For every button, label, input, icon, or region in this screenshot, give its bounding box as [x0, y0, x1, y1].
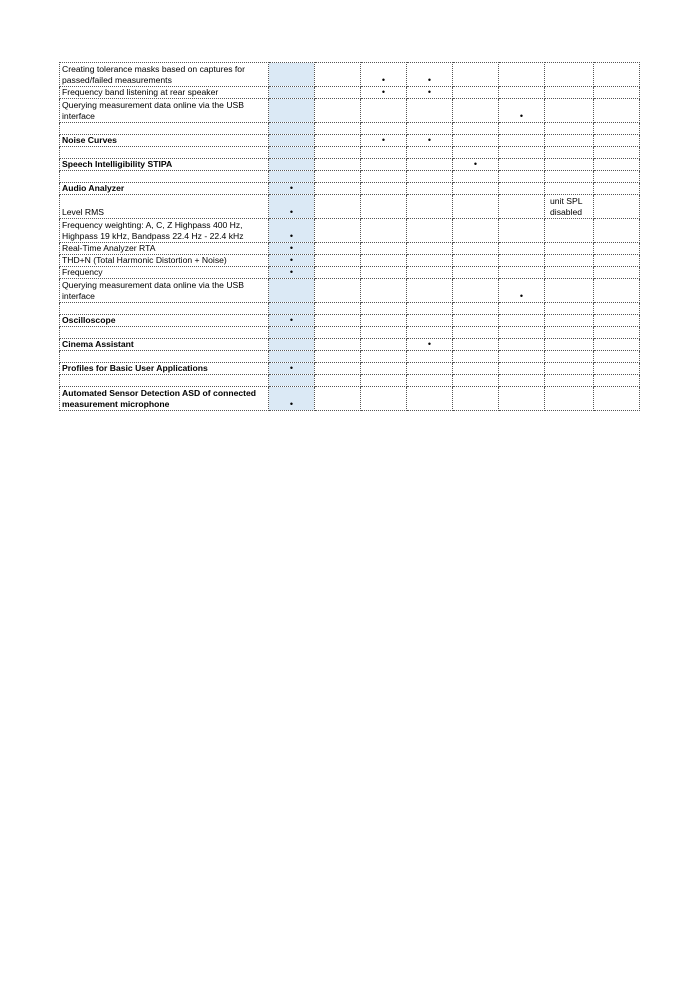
supported-dot: • — [269, 387, 315, 411]
empty-cell — [407, 315, 453, 327]
empty-cell — [407, 219, 453, 243]
table-row — [60, 63, 640, 87]
supported-dot: • — [269, 219, 315, 243]
table-row — [60, 327, 640, 339]
feature-table-body — [60, 63, 640, 411]
empty-cell — [453, 363, 499, 375]
supported-dot: • — [453, 159, 499, 171]
empty-cell — [315, 159, 361, 171]
empty-cell — [499, 303, 545, 315]
empty-cell — [545, 63, 594, 87]
empty-cell — [545, 159, 594, 171]
table-row — [60, 171, 640, 183]
empty-cell — [453, 339, 499, 351]
supported-dot: • — [269, 183, 315, 195]
empty-cell — [315, 195, 361, 219]
supported-dot: • — [407, 87, 453, 99]
empty-cell — [407, 375, 453, 387]
empty-cell — [407, 363, 453, 375]
empty-cell — [545, 303, 594, 315]
table-row — [60, 159, 640, 171]
empty-cell — [407, 183, 453, 195]
empty-cell — [499, 375, 545, 387]
table-row — [60, 183, 640, 195]
supported-dot: • — [407, 63, 453, 87]
empty-cell — [545, 279, 594, 303]
empty-cell — [545, 183, 594, 195]
feature-label — [60, 375, 269, 387]
empty-cell — [315, 351, 361, 363]
empty-cell — [594, 63, 640, 87]
section-heading: Speech Intelligibility STIPA — [60, 159, 269, 171]
table-row — [60, 363, 640, 375]
empty-cell — [594, 195, 640, 219]
supported-dot: • — [361, 135, 407, 147]
empty-cell — [315, 135, 361, 147]
empty-cell — [594, 351, 640, 363]
empty-cell — [453, 99, 499, 123]
empty-cell — [499, 315, 545, 327]
empty-cell — [315, 87, 361, 99]
empty-cell — [499, 171, 545, 183]
empty-cell — [315, 267, 361, 279]
empty-cell — [545, 363, 594, 375]
empty-cell — [545, 267, 594, 279]
section-heading: Cinema Assistant — [60, 339, 269, 351]
empty-cell — [269, 87, 315, 99]
table-row — [60, 267, 640, 279]
empty-cell — [453, 279, 499, 303]
empty-cell — [594, 315, 640, 327]
empty-cell — [407, 279, 453, 303]
empty-cell — [315, 327, 361, 339]
empty-cell — [545, 315, 594, 327]
empty-cell — [361, 339, 407, 351]
empty-cell — [453, 195, 499, 219]
empty-cell — [594, 147, 640, 159]
feature-label — [60, 171, 269, 183]
empty-cell — [361, 363, 407, 375]
empty-cell — [453, 255, 499, 267]
feature-label: Real-Time Analyzer RTA — [60, 243, 269, 255]
table-row — [60, 147, 640, 159]
empty-cell — [407, 255, 453, 267]
empty-cell — [361, 315, 407, 327]
empty-cell — [269, 135, 315, 147]
empty-cell — [361, 147, 407, 159]
empty-cell — [594, 99, 640, 123]
empty-cell — [453, 387, 499, 411]
empty-cell — [407, 243, 453, 255]
empty-cell — [499, 243, 545, 255]
empty-cell — [361, 219, 407, 243]
empty-cell — [499, 183, 545, 195]
empty-cell — [361, 375, 407, 387]
feature-label — [60, 351, 269, 363]
section-heading: Profiles for Basic User Applications — [60, 363, 269, 375]
table-row — [60, 195, 640, 219]
empty-cell — [453, 315, 499, 327]
empty-cell — [315, 255, 361, 267]
feature-table-wrapper — [59, 62, 640, 411]
empty-cell — [594, 303, 640, 315]
table-row — [60, 219, 640, 243]
empty-cell — [315, 303, 361, 315]
empty-cell — [453, 63, 499, 87]
empty-cell — [361, 243, 407, 255]
empty-cell — [453, 219, 499, 243]
empty-cell — [594, 255, 640, 267]
feature-label: Querying measurement data online via the USB interface — [60, 279, 269, 303]
supported-dot: • — [269, 267, 315, 279]
empty-cell — [594, 363, 640, 375]
empty-cell — [594, 279, 640, 303]
empty-cell — [499, 255, 545, 267]
empty-cell — [545, 219, 594, 243]
supported-dot: • — [407, 135, 453, 147]
table-row — [60, 123, 640, 135]
empty-cell — [545, 351, 594, 363]
empty-cell — [453, 375, 499, 387]
empty-cell — [361, 327, 407, 339]
supported-dot: • — [269, 315, 315, 327]
empty-cell — [361, 183, 407, 195]
empty-cell — [453, 243, 499, 255]
empty-cell — [407, 267, 453, 279]
empty-cell — [269, 63, 315, 87]
empty-cell — [545, 147, 594, 159]
feature-label: Querying measurement data online via the USB interface — [60, 99, 269, 123]
supported-dot: • — [499, 99, 545, 123]
empty-cell — [269, 339, 315, 351]
supported-dot: • — [269, 255, 315, 267]
empty-cell — [453, 327, 499, 339]
empty-cell — [594, 267, 640, 279]
empty-cell — [361, 255, 407, 267]
feature-label: Creating tolerance masks based on captures for passed/failed measurements — [60, 63, 269, 87]
empty-cell — [269, 99, 315, 123]
feature-label — [60, 327, 269, 339]
cell-note: unit SPL disabled — [545, 195, 594, 219]
empty-cell — [269, 171, 315, 183]
empty-cell — [594, 159, 640, 171]
empty-cell — [499, 135, 545, 147]
empty-cell — [499, 123, 545, 135]
empty-cell — [594, 327, 640, 339]
empty-cell — [407, 327, 453, 339]
empty-cell — [361, 195, 407, 219]
empty-cell — [594, 123, 640, 135]
empty-cell — [361, 303, 407, 315]
empty-cell — [499, 387, 545, 411]
feature-comparison-table — [59, 62, 640, 411]
empty-cell — [499, 195, 545, 219]
empty-cell — [361, 171, 407, 183]
empty-cell — [594, 135, 640, 147]
table-row — [60, 339, 640, 351]
empty-cell — [499, 219, 545, 243]
empty-cell — [453, 267, 499, 279]
table-row — [60, 87, 640, 99]
empty-cell — [407, 159, 453, 171]
empty-cell — [269, 351, 315, 363]
empty-cell — [315, 375, 361, 387]
empty-cell — [315, 363, 361, 375]
empty-cell — [545, 99, 594, 123]
empty-cell — [315, 171, 361, 183]
empty-cell — [361, 351, 407, 363]
table-row — [60, 279, 640, 303]
empty-cell — [315, 315, 361, 327]
empty-cell — [407, 195, 453, 219]
empty-cell — [545, 327, 594, 339]
section-heading: Audio Analyzer — [60, 183, 269, 195]
empty-cell — [453, 123, 499, 135]
empty-cell — [545, 171, 594, 183]
feature-label — [60, 147, 269, 159]
supported-dot: • — [269, 363, 315, 375]
empty-cell — [453, 171, 499, 183]
empty-cell — [594, 339, 640, 351]
feature-label — [60, 303, 269, 315]
empty-cell — [453, 183, 499, 195]
empty-cell — [269, 303, 315, 315]
empty-cell — [315, 279, 361, 303]
section-heading: Automated Sensor Detection ASD of connected measurement microphone — [60, 387, 269, 411]
empty-cell — [361, 387, 407, 411]
empty-cell — [499, 327, 545, 339]
empty-cell — [315, 183, 361, 195]
supported-dot: • — [361, 87, 407, 99]
empty-cell — [361, 159, 407, 171]
empty-cell — [499, 63, 545, 87]
empty-cell — [499, 267, 545, 279]
empty-cell — [545, 339, 594, 351]
empty-cell — [499, 159, 545, 171]
empty-cell — [315, 123, 361, 135]
empty-cell — [315, 99, 361, 123]
empty-cell — [545, 375, 594, 387]
empty-cell — [361, 267, 407, 279]
table-row — [60, 99, 640, 123]
empty-cell — [453, 303, 499, 315]
table-row — [60, 303, 640, 315]
feature-label — [60, 123, 269, 135]
table-row — [60, 315, 640, 327]
empty-cell — [594, 87, 640, 99]
empty-cell — [407, 171, 453, 183]
empty-cell — [453, 135, 499, 147]
table-row — [60, 387, 640, 411]
table-row — [60, 255, 640, 267]
supported-dot: • — [269, 195, 315, 219]
empty-cell — [453, 87, 499, 99]
empty-cell — [269, 279, 315, 303]
empty-cell — [499, 147, 545, 159]
table-row — [60, 135, 640, 147]
empty-cell — [594, 243, 640, 255]
table-row — [60, 375, 640, 387]
empty-cell — [315, 243, 361, 255]
empty-cell — [315, 219, 361, 243]
empty-cell — [453, 351, 499, 363]
empty-cell — [545, 255, 594, 267]
feature-label: Frequency band listening at rear speaker — [60, 87, 269, 99]
empty-cell — [361, 279, 407, 303]
empty-cell — [315, 147, 361, 159]
table-row — [60, 351, 640, 363]
section-heading: Oscilloscope — [60, 315, 269, 327]
empty-cell — [545, 387, 594, 411]
empty-cell — [499, 87, 545, 99]
empty-cell — [594, 171, 640, 183]
empty-cell — [361, 123, 407, 135]
supported-dot: • — [361, 63, 407, 87]
empty-cell — [407, 99, 453, 123]
feature-label: Level RMS — [60, 195, 269, 219]
empty-cell — [545, 243, 594, 255]
empty-cell — [594, 219, 640, 243]
empty-cell — [407, 387, 453, 411]
table-row — [60, 243, 640, 255]
empty-cell — [499, 339, 545, 351]
supported-dot: • — [499, 279, 545, 303]
empty-cell — [269, 375, 315, 387]
feature-label: Frequency — [60, 267, 269, 279]
empty-cell — [315, 339, 361, 351]
empty-cell — [315, 387, 361, 411]
empty-cell — [269, 147, 315, 159]
empty-cell — [594, 183, 640, 195]
empty-cell — [499, 351, 545, 363]
empty-cell — [594, 375, 640, 387]
empty-cell — [315, 63, 361, 87]
empty-cell — [545, 135, 594, 147]
section-heading: Noise Curves — [60, 135, 269, 147]
feature-label: THD+N (Total Harmonic Distortion + Noise) — [60, 255, 269, 267]
empty-cell — [269, 123, 315, 135]
empty-cell — [499, 363, 545, 375]
empty-cell — [545, 87, 594, 99]
empty-cell — [594, 387, 640, 411]
empty-cell — [545, 123, 594, 135]
supported-dot: • — [407, 339, 453, 351]
empty-cell — [269, 327, 315, 339]
supported-dot: • — [269, 243, 315, 255]
empty-cell — [407, 123, 453, 135]
empty-cell — [407, 351, 453, 363]
empty-cell — [453, 147, 499, 159]
empty-cell — [407, 303, 453, 315]
feature-label: Frequency weighting: A, C, Z Highpass 400 Hz, Highpass 19 kHz, Bandpass 22.4 Hz - 22.4 kHz — [60, 219, 269, 243]
empty-cell — [361, 99, 407, 123]
empty-cell — [407, 147, 453, 159]
empty-cell — [269, 159, 315, 171]
